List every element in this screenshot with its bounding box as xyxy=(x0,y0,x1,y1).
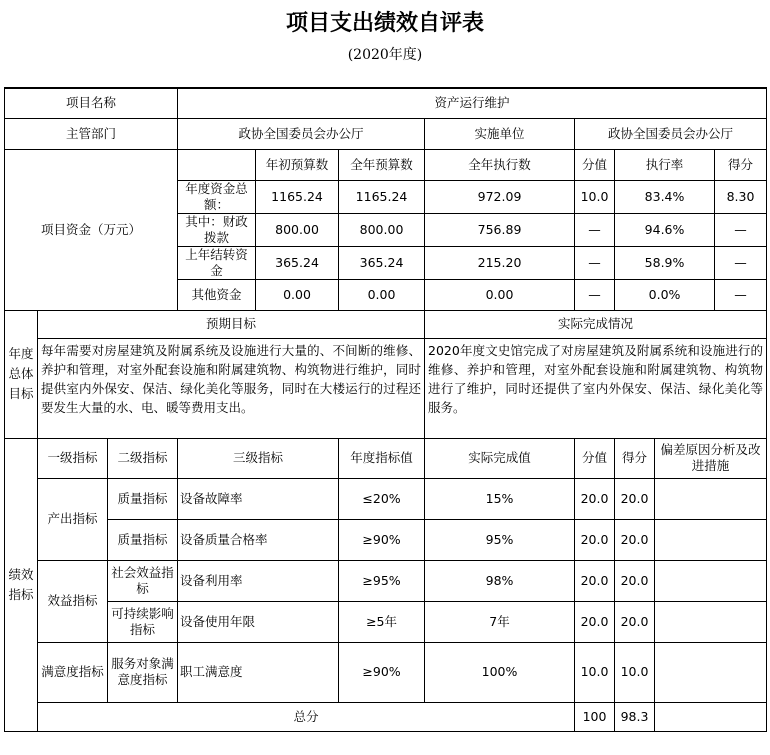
perf-row xyxy=(5,601,767,642)
page-subtitle: (2020年度) xyxy=(347,47,423,63)
dept-label: 主管部门 xyxy=(5,118,178,149)
perf-row-level3: 设备使用年限 xyxy=(178,601,339,642)
perf-row-score: 20.0 xyxy=(615,478,655,519)
funds-row-name: 年度资金总额： xyxy=(178,180,256,213)
perf-row-level3: 职工满意度 xyxy=(178,642,339,702)
funds-row-rate: 58.9% xyxy=(615,246,715,279)
perf-row-actual: 7年 xyxy=(425,601,575,642)
funds-header-rate: 执行率 xyxy=(615,149,715,180)
impl-value: 政协全国委员会办公厅 xyxy=(575,118,767,149)
total-score-value: 100 xyxy=(575,702,615,731)
funds-row-score: — xyxy=(715,246,767,279)
perf-row-target: ≤20% xyxy=(339,478,425,519)
funds-header-exec: 全年执行数 xyxy=(425,149,575,180)
perf-level1-satisfaction: 满意度指标 xyxy=(38,642,108,702)
funds-row-score-value: — xyxy=(575,279,615,310)
perf-row-level3: 设备质量合格率 xyxy=(178,519,339,560)
total-label: 总分 xyxy=(38,702,575,731)
funds-row-init: 365.24 xyxy=(256,246,339,279)
perf-header-score-value: 分值 xyxy=(575,438,615,478)
funds-row-exec: 972.09 xyxy=(425,180,575,213)
perf-row-score: 10.0 xyxy=(615,642,655,702)
perf-header-level2: 二级指标 xyxy=(108,438,178,478)
perf-header-target: 年度指标值 xyxy=(339,438,425,478)
perf-row-target: ≥90% xyxy=(339,519,425,560)
perf-row-target: ≥90% xyxy=(339,642,425,702)
funds-row-score: 8.30 xyxy=(715,180,767,213)
perf-row-level2: 可持续影响指标 xyxy=(108,601,178,642)
evaluation-table xyxy=(4,87,767,732)
goals-expected-header: 预期目标 xyxy=(38,310,425,338)
perf-row-level2: 质量指标 xyxy=(108,519,178,560)
perf-header-score: 得分 xyxy=(615,438,655,478)
perf-row-level2: 质量指标 xyxy=(108,478,178,519)
perf-row-level2: 服务对象满意度指标 xyxy=(108,642,178,702)
funds-row-score: — xyxy=(715,279,767,310)
perf-row-score-value: 20.0 xyxy=(575,519,615,560)
perf-row-reason xyxy=(655,560,767,601)
perf-row-level3: 设备利用率 xyxy=(178,560,339,601)
goals-actual-header: 实际完成情况 xyxy=(425,310,767,338)
perf-row-reason xyxy=(655,642,767,702)
perf-row-actual: 15% xyxy=(425,478,575,519)
funds-row-rate: 83.4% xyxy=(615,180,715,213)
project-name-value: 资产运行维护 xyxy=(178,88,767,118)
funds-row-rate: 94.6% xyxy=(615,213,715,246)
funds-row-init: 1165.24 xyxy=(256,180,339,213)
perf-header-reason: 偏差原因分析及改进措施 xyxy=(655,438,767,478)
funds-row-name: 其他资金 xyxy=(178,279,256,310)
funds-row-full: 365.24 xyxy=(339,246,425,279)
perf-row-target: ≥5年 xyxy=(339,601,425,642)
perf-row-target: ≥95% xyxy=(339,560,425,601)
perf-row-score: 20.0 xyxy=(615,560,655,601)
impl-label: 实施单位 xyxy=(425,118,575,149)
funds-header-init: 年初预算数 xyxy=(256,149,339,180)
perf-row-actual: 100% xyxy=(425,642,575,702)
perf-row xyxy=(5,642,767,702)
funds-row-exec: 215.20 xyxy=(425,246,575,279)
perf-header-actual: 实际完成值 xyxy=(425,438,575,478)
funds-row-name: 其中：财政拨款 xyxy=(178,213,256,246)
perf-row xyxy=(5,519,767,560)
perf-row-score-value: 20.0 xyxy=(575,478,615,519)
perf-header-level1: 一级指标 xyxy=(38,438,108,478)
funds-row-score-value: — xyxy=(575,246,615,279)
funds-header-empty xyxy=(178,149,256,180)
funds-row-init: 800.00 xyxy=(256,213,339,246)
funds-row-exec: 0.00 xyxy=(425,279,575,310)
perf-header-level3: 三级指标 xyxy=(178,438,339,478)
total-score: 98.3 xyxy=(615,702,655,731)
perf-row-reason xyxy=(655,478,767,519)
funds-row-exec: 756.89 xyxy=(425,213,575,246)
perf-row-level2: 社会效益指标 xyxy=(108,560,178,601)
funds-label: 项目资金（万元） xyxy=(5,149,178,310)
funds-row-full: 0.00 xyxy=(339,279,425,310)
project-name-label: 项目名称 xyxy=(5,88,178,118)
funds-row-rate: 0.0% xyxy=(615,279,715,310)
perf-row-reason xyxy=(655,601,767,642)
perf-row-actual: 95% xyxy=(425,519,575,560)
funds-row-full: 1165.24 xyxy=(339,180,425,213)
perf-row-score-value: 20.0 xyxy=(575,601,615,642)
funds-header-score-value: 分值 xyxy=(575,149,615,180)
perf-level1-benefit: 效益指标 xyxy=(38,560,108,642)
goals-label: 年度总体目标 xyxy=(5,310,38,438)
total-row xyxy=(5,702,767,731)
funds-header-score: 得分 xyxy=(715,149,767,180)
dept-value: 政协全国委员会办公厅 xyxy=(178,118,425,149)
perf-row-score-value: 10.0 xyxy=(575,642,615,702)
perf-level1-output: 产出指标 xyxy=(38,478,108,560)
funds-row-init: 0.00 xyxy=(256,279,339,310)
goals-actual-text: 2020年度文史馆完成了对房屋建筑及附属系统和设施进行的维修、养护和管理，对室外配套设施和附属建筑物、构筑物进行了维护，同时还提供了室内外保安、保洁、绿化美化等服务。 xyxy=(425,338,767,438)
perf-row-score: 20.0 xyxy=(615,519,655,560)
funds-row-score-value: — xyxy=(575,213,615,246)
perf-row-reason xyxy=(655,519,767,560)
funds-row-full: 800.00 xyxy=(339,213,425,246)
perf-row-score: 20.0 xyxy=(615,601,655,642)
total-reason xyxy=(655,702,767,731)
goals-expected-text: 每年需要对房屋建筑及附属系统及设施进行大量的、不间断的维修、养护和管理，对室外配套设施和附属建筑物、构筑物进行维护，同时提供室内外保安、保洁、绿化美化等服务，同时在大楼运行的过程还要发生大量的水、电、暖等费用支出。 xyxy=(38,338,425,438)
funds-row-name: 上年结转资金 xyxy=(178,246,256,279)
funds-header-full: 全年预算数 xyxy=(339,149,425,180)
funds-row-score-value: 10.0 xyxy=(575,180,615,213)
performance-label: 绩效指标 xyxy=(5,438,38,731)
perf-row-score-value: 20.0 xyxy=(575,560,615,601)
perf-row-actual: 98% xyxy=(425,560,575,601)
page-title: 项目支出绩效自评表 xyxy=(285,10,484,36)
perf-row xyxy=(5,560,767,601)
funds-row-score: — xyxy=(715,213,767,246)
perf-row-level3: 设备故障率 xyxy=(178,478,339,519)
perf-row xyxy=(5,478,767,519)
